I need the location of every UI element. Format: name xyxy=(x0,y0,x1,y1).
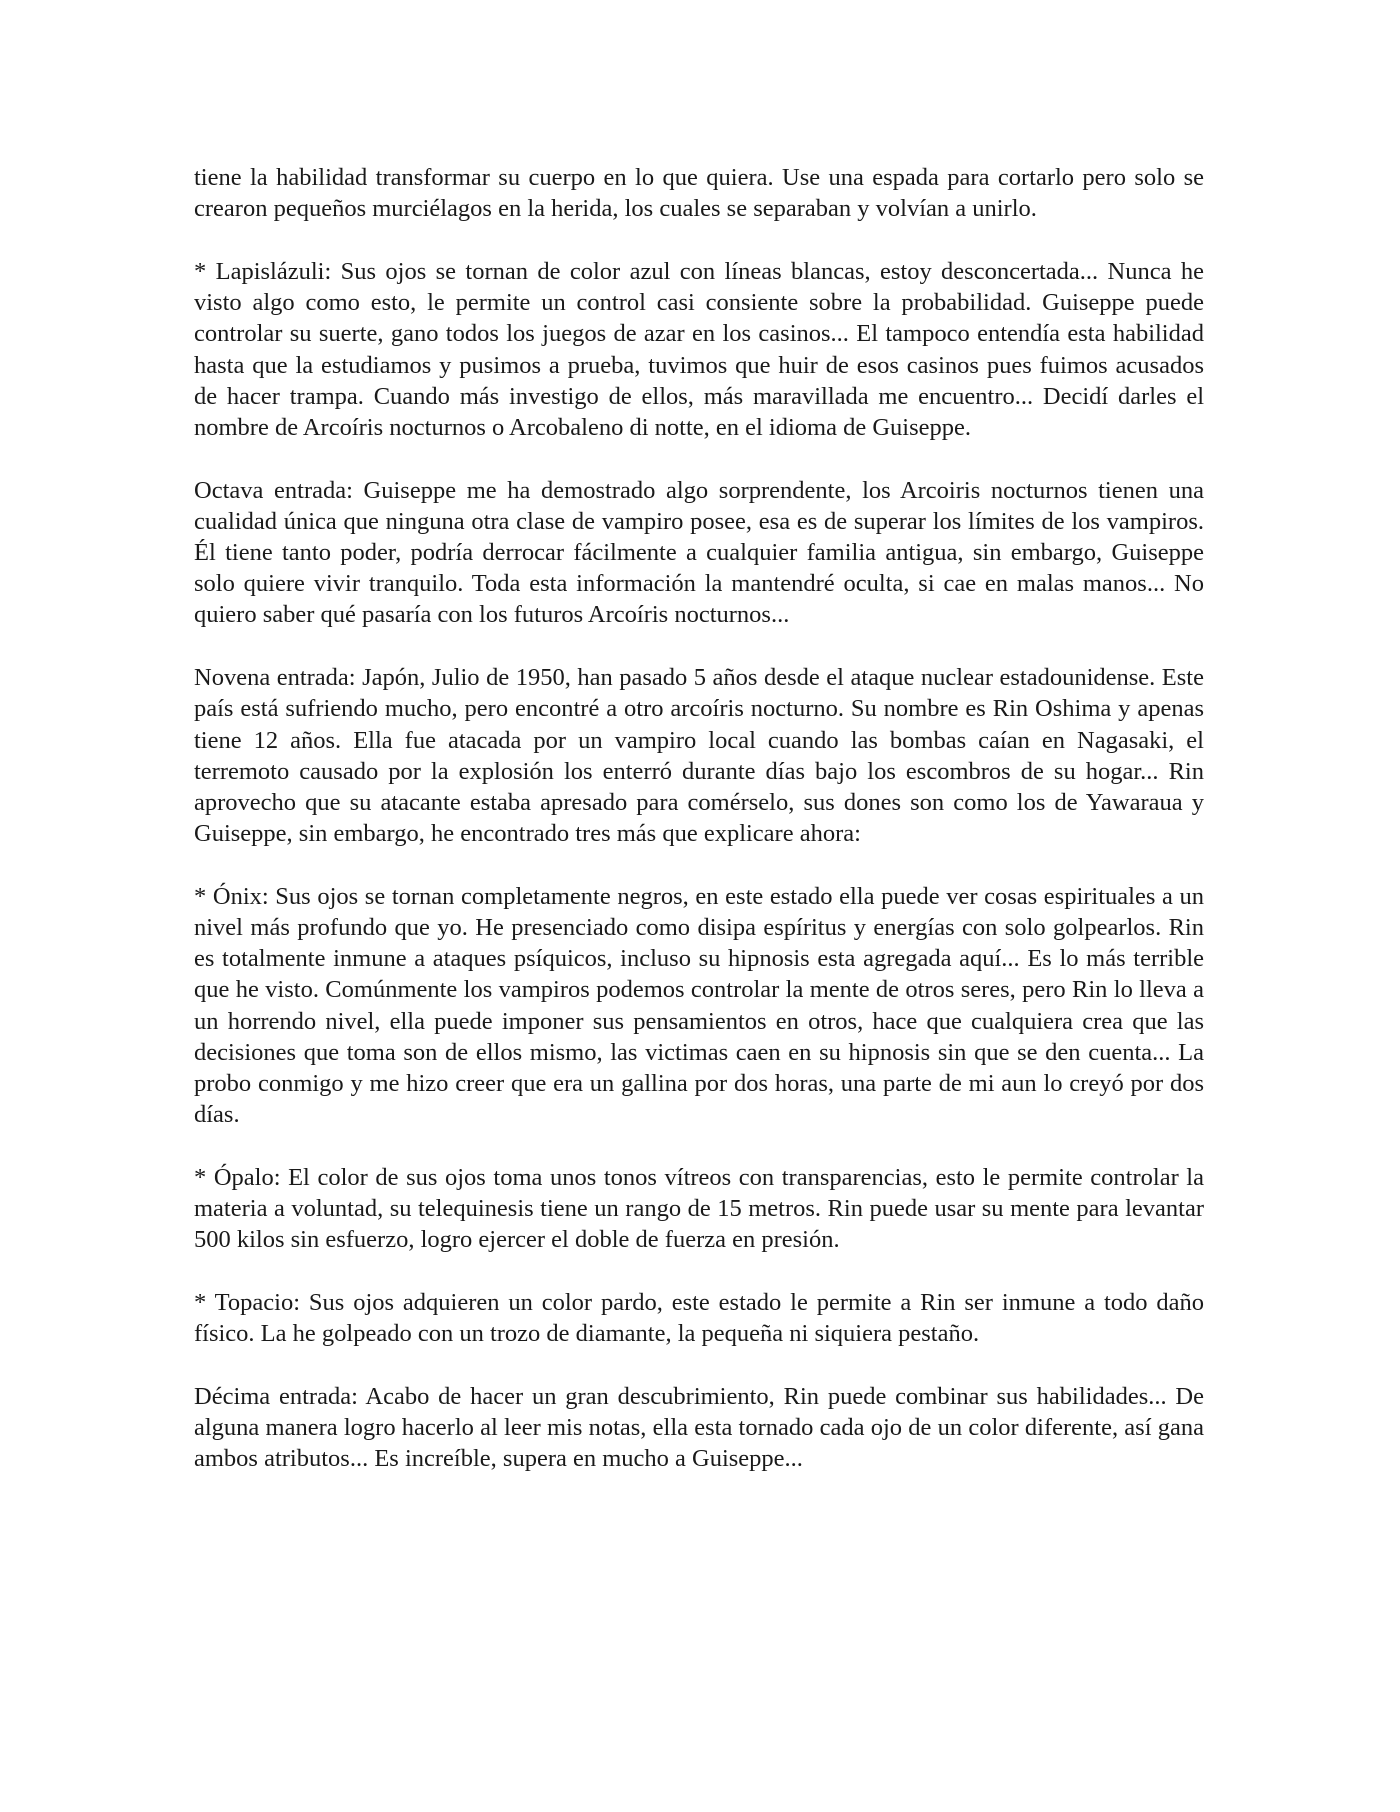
paragraph-novena-entrada: Novena entrada: Japón, Julio de 1950, han pasado 5 años desde el ataque nuclear estadounidense. Este país está sufriendo mucho, pero encontré a otro arcoíris nocturno. Su nombre es Rin Oshima y apenas tiene 12 años. Ella fue atacada por un vampiro local cuando las bombas caían en Nagasaki, el terremoto causado por la explosión los enterró durante días bajo los escombros de su hogar... Rin aprovecho que su atacante estaba apresado para comérselo, sus dones son como los de Yawaraua y Guiseppe, sin embargo, he encontrado tres más que explicare ahora: xyxy=(194,664,1204,848)
paragraph-decima-entrada: Décima entrada: Acabo de hacer un gran descubrimiento, Rin puede combinar sus habilidades... De alguna manera logro hacerlo al leer mis notas, ella esta tornado cada ojo de un color diferente, así gana ambos atributos... Es increíble, supera en mucho a Guiseppe... xyxy=(194,1383,1204,1473)
paragraph-continuation: tiene la habilidad transformar su cuerpo en lo que quiera. Use una espada para cortarlo pero solo se crearon pequeños murciélagos en la herida, los cuales se separaban y volvían a unirlo. xyxy=(194,164,1204,223)
paragraph-octava-entrada: Octava entrada: Guiseppe me ha demostrado algo sorprendente, los Arcoiris nocturnos tienen una cualidad única que ninguna otra clase de vampiro posee, esa es de superar los límites de los vampiros. Él tiene tanto poder, podría derrocar fácilmente a cualquier familia antigua, sin embargo, Guiseppe solo quiere vivir tranquilo. Toda esta información la mantendré oculta, si cae en malas manos... No quiero saber qué pasaría con los futuros Arcoíris nocturnos... xyxy=(194,476,1204,629)
paragraph-lapislazuli: * Lapislázuli: Sus ojos se tornan de color azul con líneas blancas, estoy desconcertada... Nunca he visto algo como esto, le permite un control casi consiente sobre la probabilidad. Guiseppe puede controlar su suerte, gano todos los juegos de azar en los casinos... El tampoco entendía esta habilidad hasta que la estudiamos y pusimos a prueba, tuvimos que huir de esos casinos pues fuimos acusados de hacer trampa. Cuando más investigo de ellos, más maravillada me encuentro... Decidí darles el nombre de Arcoíris nocturnos o Arcobaleno di notte, en el idioma de Guiseppe. xyxy=(194,257,1204,441)
paragraph-topacio: * Topacio: Sus ojos adquieren un color pardo, este estado le permite a Rin ser inmune a todo daño físico. La he golpeado con un trozo de diamante, la pequeña ni siquiera pestaño. xyxy=(194,1289,1204,1348)
paragraph-onix: * Ónix: Sus ojos se tornan completamente negros, en este estado ella puede ver cosas espirituales a un nivel más profundo que yo. He presenciado como disipa espíritus y energías con solo golpearlos. Rin es totalmente inmune a ataques psíquicos, incluso su hipnosis esta agregada aquí... Es lo más terrible que he visto. Comúnmente los vampiros podemos controlar la mente de otros seres, pero Rin lo lleva a un horrendo nivel, ella puede imponer sus pensamientos en otros, hace que cualquiera crea que las decisiones que toma son de ellos mismo, las victimas caen en su hipnosis sin que se den cuenta... La probo conmigo y me hizo creer que era un gallina por dos horas, una parte de mi aun lo creyó por dos días. xyxy=(194,882,1204,1129)
document-body xyxy=(194,162,1204,1475)
paragraph-opalo: * Ópalo: El color de sus ojos toma unos tonos vítreos con transparencias, esto le permite controlar la materia a voluntad, su telequinesis tiene un rango de 15 metros. Rin puede usar su mente para levantar 500 kilos sin esfuerzo, logro ejercer el doble de fuerza en presión. xyxy=(194,1163,1204,1254)
